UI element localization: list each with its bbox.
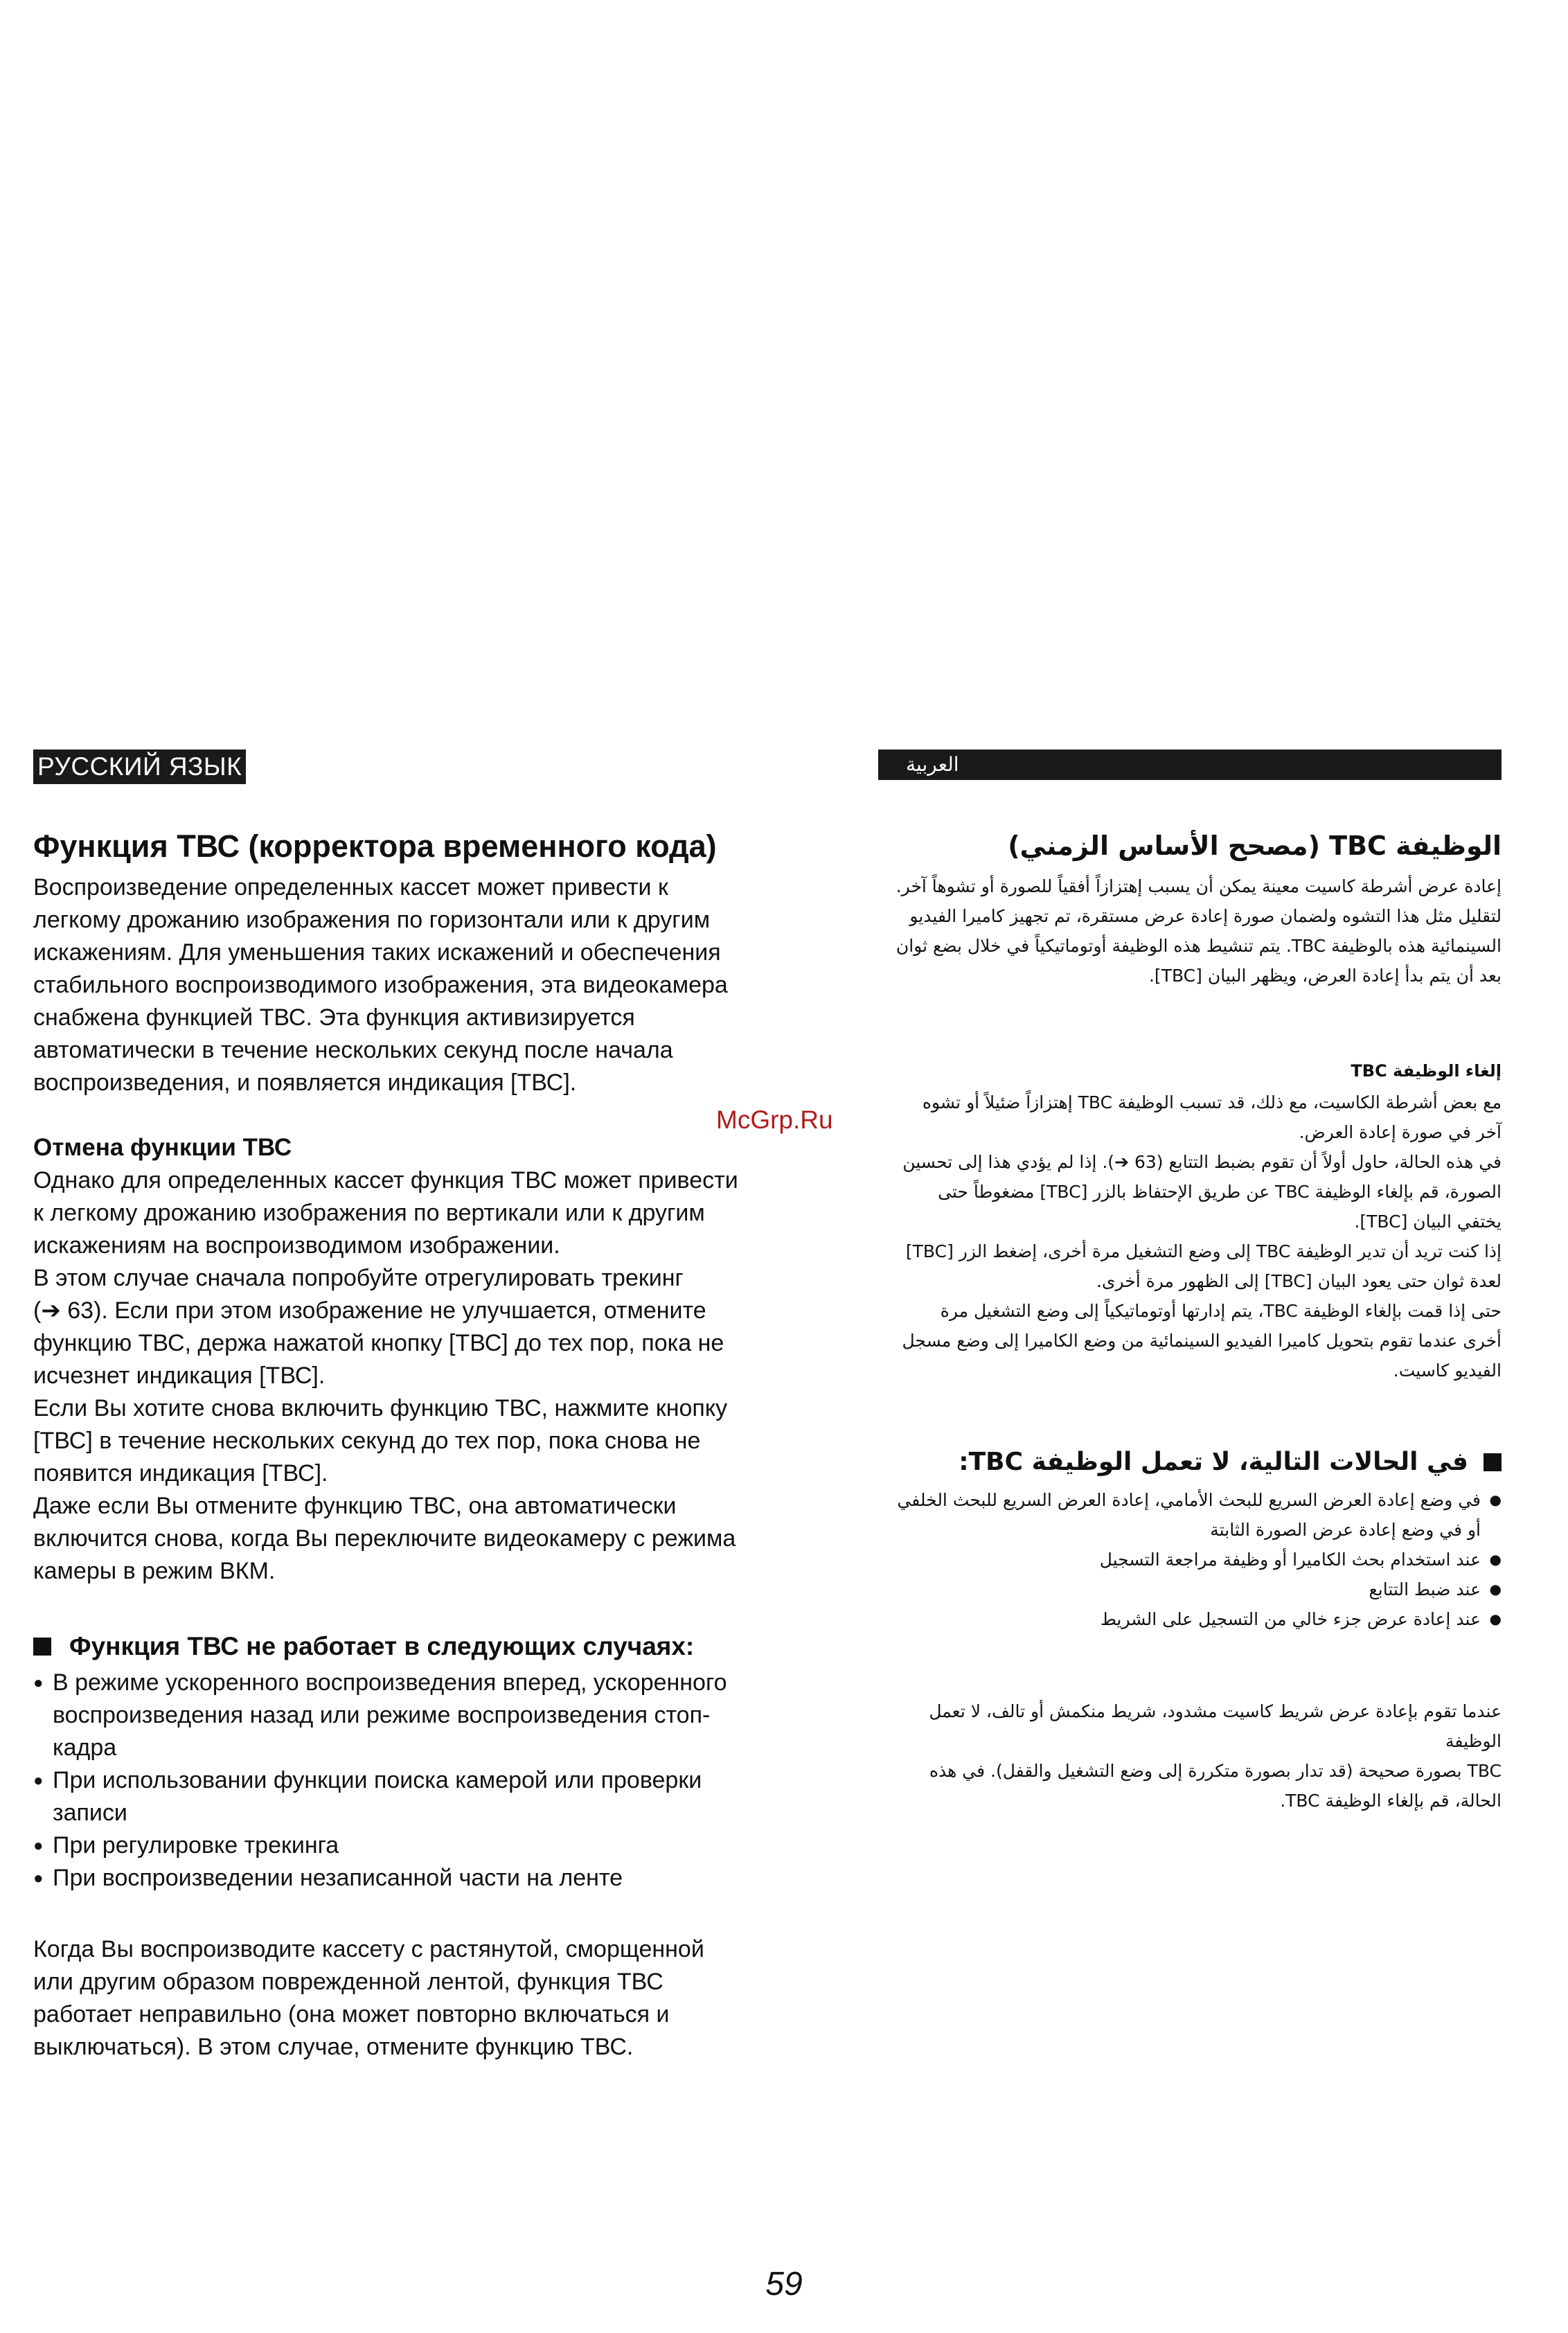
list-item: ● При использовании функции поиска камерой или проверки записи bbox=[33, 1764, 837, 1829]
russian-title: Функция ТВС (корректора временного кода) bbox=[33, 828, 717, 864]
russian-language-label: РУССКИЙ ЯЗЫК bbox=[33, 749, 837, 784]
arabic-intro: إعادة عرض أشرطة كاسيت معينة يمكن أن يسبب إهتزازاً أفقياً للصورة أو تشوهاً آخر. لتقليل مثل هذا التشوه ولضمان صورة إعادة عرض مستقرة، تم تجهيز كاميرا الفيديو السينمائية هذه بالوظيفة TBC. يتم تنشيط هذه الوظيفة أوتوماتيكياً في خلال بضع ثوان بعد أن يتم بدأ إعادة العرض، ويظهر البيان [TBC]. bbox=[896, 876, 1502, 986]
russian-intro: Воспроизведение определенных кассет может привести к легкому дрожанию изображения по горизонтали или к другим искажениям. Для уменьшения таких искажений и обеспечения стабильного воспроизводимого изображения, эта видеокамера снабжена функцией ТВС. Эта функция активизируется автоматически в течение нескольких секунд после начала воспроизведения, и появляется индикация [ТВС]. bbox=[33, 874, 728, 1096]
arabic-cases-heading: في الحالات التالية، لا تعمل الوظيفة TBC: bbox=[878, 1445, 1502, 1480]
arabic-closing-note: عندما تقوم بإعادة عرض شريط كاسيت مشدود، شريط منكمش أو تالف، لا تعمل الوظيفة TBC بصورة صحيحة (قد تدار بصورة متكررة إلى وضع التشغيل والقفل). في هذه الحالة، قم بإلغاء الوظيفة TBC. bbox=[929, 1701, 1502, 1811]
arabic-cases-list bbox=[878, 1485, 1502, 1634]
russian-column bbox=[33, 749, 837, 2064]
russian-cases-heading: Функция ТВС не работает в следующих случаях: bbox=[33, 1629, 837, 1664]
russian-cancel-heading: Отмена функции ТВС bbox=[33, 1134, 292, 1161]
russian-cases-list bbox=[33, 1667, 837, 1895]
list-item: ● При регулировке трекинга bbox=[33, 1829, 837, 1862]
list-item: ● في وضع إعادة العرض السريع للبحث الأمامي، إعادة العرض السريع للبحث الخلفي أو في وضع إعادة عرض الصورة الثابتة bbox=[878, 1485, 1502, 1545]
arabic-language-label: العربية bbox=[878, 749, 1502, 780]
arabic-title: الوظيفة TBC (مصحح الأساس الزمني) bbox=[1008, 831, 1502, 861]
list-item: ● При воспроизведении незаписанной части на ленте bbox=[33, 1862, 837, 1895]
list-item: ● عند استخدام بحث الكاميرا أو وظيفة مراجعة التسجيل bbox=[878, 1545, 1502, 1574]
square-bullet-icon bbox=[1484, 1453, 1502, 1471]
watermark: McGrp.Ru bbox=[716, 1106, 833, 1134]
list-item: ● عند إعادة عرض جزء خالي من التسجيل على الشريط bbox=[878, 1604, 1502, 1634]
russian-closing-note: Когда Вы воспроизводите кассету с растянутой, сморщенной или другим образом поврежденной лентой, функция ТВС работает неправильно (она может повторно включаться и выключаться). В этом случае, отмените функцию ТВС. bbox=[33, 1936, 704, 2060]
list-item: ● عند ضبط التتابع bbox=[878, 1574, 1502, 1604]
square-bullet-icon bbox=[33, 1638, 51, 1656]
russian-cancel-text: Однако для определенных кассет функция ТВС может привести к легкому дрожанию изображения по вертикали или к другим искажениям на воспроизводимом изображении. В этом случае сначала попробуйте отрегулировать трекинг (➔ 63). Если при этом изображение не улучшается, отмените функцию ТВС, держа нажатой кнопку [ТВС] до тех пор, пока не исчезнет индикация [ТВС]. Если Вы хотите снова включить функцию ТВС, нажмите кнопку [ТВС] в течение нескольких секунд до тех пор, пока снова не появится индикация [ТВС]. Даже если Вы отмените функцию ТВС, она автоматически включится снова, когда Вы переключите видеокамеру с режима камеры в режим ВКМ. bbox=[33, 1167, 738, 1584]
arabic-cancel-heading: إلغاء الوظيفة TBC bbox=[1351, 1061, 1502, 1081]
page-number: 59 bbox=[765, 2266, 803, 2303]
arabic-column bbox=[878, 749, 1502, 1816]
arabic-cancel-text: مع بعض أشرطة الكاسيت، مع ذلك، قد تسبب الوظيفة TBC إهتزازاً ضئيلاً أو تشوه آخر في صورة إعادة العرض. في هذه الحالة، حاول أولاً أن تقوم بضبط التتابع (63 ➔). إذا لم يؤدي هذا إلى تحسين الصورة، قم بإلغاء الوظيفة TBC عن طريق الإحتفاظ بالزر [TBC] مضغوطاً حتى يختفي البيان [TBC]. إذا كنت تريد أن تدير الوظيفة TBC إلى وضع التشغيل مرة أخرى، إضغط الزر [TBC] لعدة ثوان حتى يعود البيان [TBC] إلى الظهور مرة أخرى. حتى إذا قمت بإلغاء الوظيفة TBC، يتم إدارتها أوتوماتيكياً إلى وضع التشغيل مرة أخرى عندما تقوم بتحويل كاميرا الفيديو السينمائية من وضع الكاميرا إلى وضع مسجل الفيديو كاسيت. bbox=[902, 1092, 1502, 1381]
list-item: ● В режиме ускоренного воспроизведения вперед, ускоренного воспроизведения назад или режиме воспроизведения стоп- кадра bbox=[33, 1667, 837, 1764]
